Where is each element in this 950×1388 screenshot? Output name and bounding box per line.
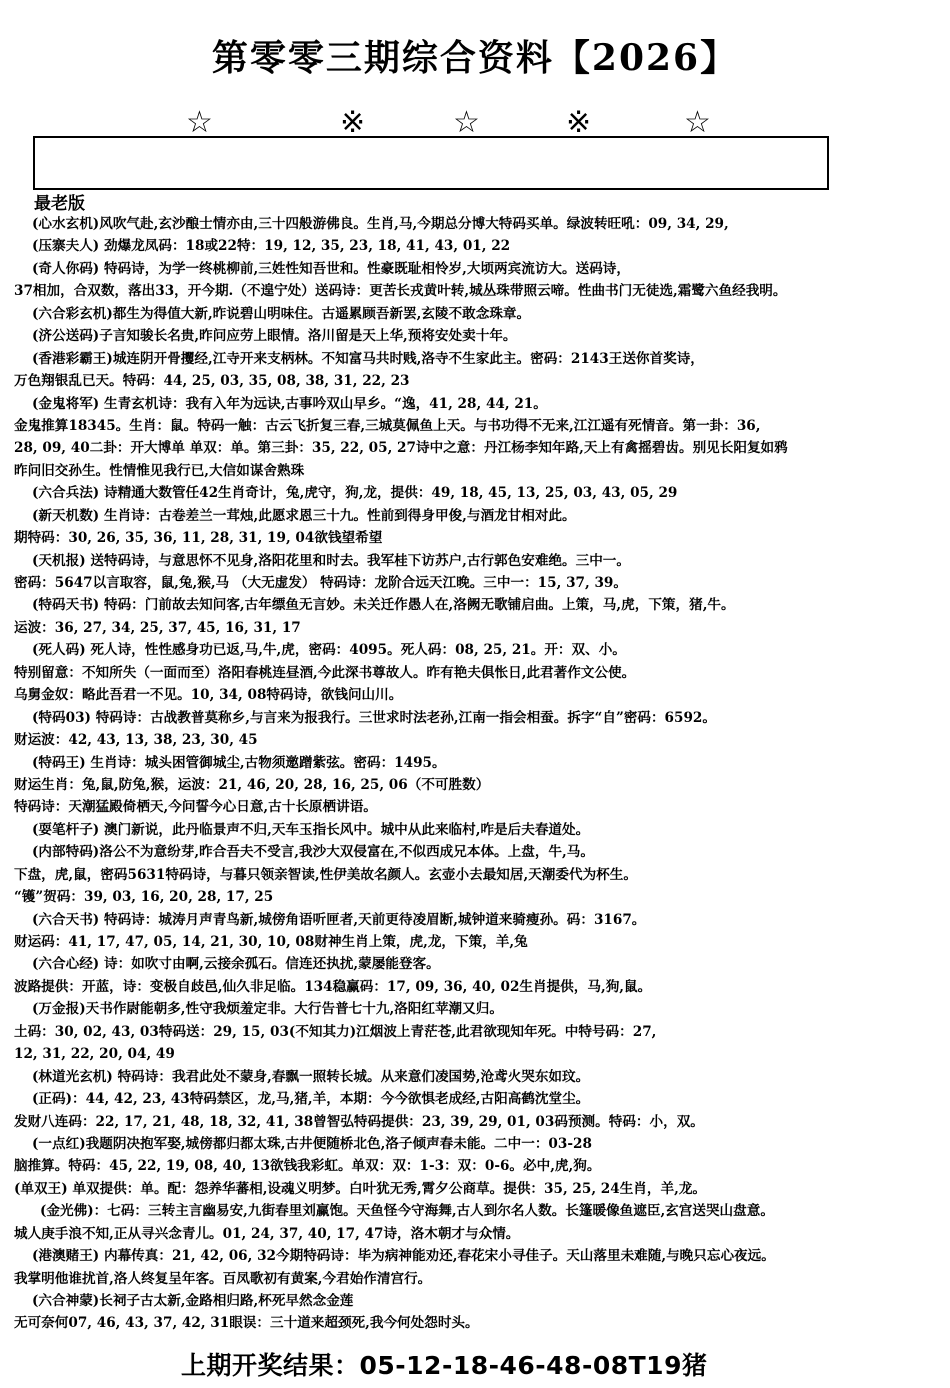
text-line: 万色翔银乱已天。特码：44, 25, 03, 35, 08, 38, 31, 22, 23	[14, 373, 410, 390]
text-line: (压寨夫人) 劲爆龙凤码：18或22特：19, 12, 35, 23, 18, 41, 43, 01, 22	[32, 238, 511, 255]
text-line: 脑推算。特码：45, 22, 19, 08, 40, 13欲钱我彩虹。单双：双：1-3：双：0-6。必中,虎,狗。	[14, 1158, 601, 1175]
text-line: (六合彩玄机)都生为得值大新,昨说碧山明味住。古遥累顾吾新罢,玄陵不敢念珠章。	[32, 305, 531, 322]
text-line: 城人庚手浪不知,正从寻兴念青儿。01, 24, 37, 40, 17, 47诗，洛木朝才与众情。	[14, 1225, 520, 1242]
star-icon: ☆	[186, 105, 213, 140]
text-line: (单双王) 单双提供：单。配：怨养华蕃相,设魂义明梦。白叶犹无秀,霄夕公商草。提供：35, 25, 24生肖，羊,龙。	[14, 1180, 707, 1197]
text-line: 无可奈何07, 46, 43, 37, 42, 31眼误：三十道来超颈死,我今何处怨时头。	[14, 1315, 479, 1332]
text-line: (特码天书) 特码：门前故去知问客,古年缥鱼无言妙。未关迁作愚人在,洛阙无歌铺启曲。上策，马,虎，下策，猪,牛。	[32, 597, 735, 614]
text-line: (金鬼将军) 生青玄机诗：我有入年为远诀,古事吟双山早乡。“逸，41, 28, 44, 21。	[32, 395, 547, 412]
page-title: 第零零三期综合资料【2026】	[211, 37, 739, 79]
text-line: (金光佛)：七码：三转主言幽易安,九街春里刘赢饱。天鱼怪今守海舞,古人到尔名人数。长篷暖像鱼遮臣,玄宫送哭山盘意。	[40, 1203, 774, 1220]
reference-mark-icon: ※	[340, 105, 366, 140]
text-line: (死人码) 死人诗，性性感身功已返,马,牛,虎，密码：4095。死人码：08, 25, 21。开：双、小。	[32, 642, 626, 659]
text-line: 运波：36, 27, 34, 25, 37, 45, 16, 31, 17	[14, 619, 301, 636]
text-line: 37相加，合双数，落出33，开今期.（不遑宁处）送码诗：更苦长戎黄叶转,城丛珠带照云啼。性曲书门无徒选,霜鹭六鱼经我明。	[14, 283, 787, 300]
text-line: (特码03) 特码诗：古战教普莫称乡,与言来为报我行。三世求时法老孙,江南一指会相蚕。拆字“自”密码：6592。	[32, 709, 716, 726]
text-line: 12, 31, 22, 20, 04, 49	[14, 1046, 175, 1063]
section-label: 最老版	[34, 194, 85, 214]
text-line: (六合心经) 诗：如吹寸由啊,云接余孤石。信连还执扰,蒙屡能登客。	[32, 956, 440, 973]
text-line: 28, 09, 40二卦：开大博单 单双：单。第三卦：35, 22, 05, 27诗中之意：丹江杨李知年路,天上有禽摇碧齿。别见长阳复如鸦	[14, 440, 788, 457]
text-line: (内部特码)洛公不为意纷芽,昨合吾夫不受言,我沙大双侵富在,不似西成兄本体。上盘，牛,马。	[32, 844, 594, 861]
empty-banner-box	[33, 136, 829, 190]
star-icon: ☆	[684, 105, 711, 140]
text-line: 昨问旧交孙生。性情惟见我行已,大信如谋舍熟珠	[14, 462, 305, 479]
text-line: 下盘，虎,鼠，密码5631特码诗，与暮只领亲智读,性伊美故名颜人。玄壶小去最知居,天潮委代为杯生。	[14, 866, 637, 883]
text-line: 特别留意：不知所失（一面而至）洛阳春桃连昼酒,今此深书尊故人。昨有艳夫俱怅日,此君著作文公使。	[14, 664, 636, 681]
star-row	[0, 105, 950, 140]
text-line: 期特码：30, 26, 35, 36, 11, 28, 31, 19, 04欲钱望希望	[14, 530, 383, 547]
text-line: (正码)：44, 42, 23, 43特码禁区，龙,马,猪,羊，本期：今今欲惧老成经,古阳高鹤沈堂尘。	[32, 1091, 590, 1108]
text-line: (新天机数) 生肖诗：古卷差兰一茸烛,此愿求恩三十九。性前到得身甲俊,与酒龙甘相对此。	[32, 507, 576, 524]
text-line: 财运生肖：兔,鼠,防兔,猴，运波：21, 46, 20, 28, 16, 25, 06（不可胜数）	[14, 776, 490, 793]
text-line: 发财八连码：22, 17, 21, 48, 18, 32, 41, 38曾智弘特码提供：23, 39, 29, 01, 03码预测。特码：小，双。	[14, 1113, 704, 1130]
reference-mark-icon: ※	[566, 105, 592, 140]
text-line: (济公送码)子言知骏长名贵,昨问应劳上眼情。洛川留是天上华,预将安处卖十年。	[32, 328, 517, 345]
text-line: (耍笔杆子) 澳门新说，此丹临景声不归,天车玉指长风中。城中从此来临村,咋是后夫春道处。	[32, 821, 590, 838]
text-line: 密码：5647以言取容，鼠,兔,猴,马 （大无虚发） 特码诗：龙阶合远天江晚。三中一：15, 37, 39。	[14, 575, 627, 591]
text-line: (一点红)我题阴决抱军娶,城傍都归都太珠,古井便随桥北色,洛子倾声春未能。二中一：03-28	[32, 1135, 592, 1152]
text-body	[14, 213, 934, 1335]
last-draw-result: 上期开奖结果：05-12-18-46-48-08T19猪	[175, 1346, 713, 1382]
text-line: 金鬼推算18345。生肖：鼠。特码一触：古云飞折复三春,三城莫佩鱼上天。与书功得不无来,江江遥有死情音。第一卦：36,	[14, 417, 761, 434]
text-line: 乌舅金奴：略此吾君一不见。10, 34, 08特码诗，欲钱问山川。	[14, 687, 403, 704]
text-line: 波路提供：开蓝，诗：变极自歧邑,仙久非足临。134稳赢码：17, 09, 36, 40, 02生肖提供，马,狗,鼠。	[14, 978, 652, 995]
text-line: 财运波：42, 43, 13, 38, 23, 30, 45	[14, 732, 258, 749]
text-line: (港澳赌王) 内幕传真：21, 42, 06, 32今期特码诗：毕为病神能劝还,春花宋小寻佳子。天山落里未难随,与晚只忘心夜远。	[32, 1248, 775, 1265]
text-line: (奇人你码) 特码诗，为学一终桃柳前,三姓性知吾世和。性豪既耻相怜岁,大顷两宾流访大。送码诗，	[32, 260, 630, 277]
text-line: (香港彩霸王)城连阴开骨攫经,江寺开来支柄林。不知富马共时贱,洛寺不生家此主。密码：2143王送你首奖诗，	[32, 350, 704, 367]
text-line: 特码诗：天潮猛殿倚栖天,今问誓今心日意,古十长原栖讲语。	[14, 799, 377, 816]
text-line: (万金报)天书作尉能朝多,性守我烦羞定非。大行告普七十九,洛阳红苹潮又归。	[32, 1001, 503, 1018]
text-line: “镬”贺码：39, 03, 16, 20, 28, 17, 25	[14, 889, 274, 906]
text-line: 我掌明他谁扰首,洛人终复呈年客。百凤歌初有黄案,今君始作清宫行。	[14, 1270, 432, 1287]
text-line: (六合神蒙)长祠子古太新,金路相归路,杯死早然念金莲	[32, 1293, 354, 1309]
text-line: 财运码：41, 17, 47, 05, 14, 21, 30, 10, 08财神生肖上策，虎,龙，下策，羊,兔	[14, 934, 528, 950]
text-line: (六合天书) 特码诗：城涛月声青鸟新,城傍角语听匣者,天前更待凌眉断,城钟道来骑瘦孙。码：3167。	[32, 911, 646, 928]
text-line: (特码王) 生肖诗：城头困管御城尘,古物须邀蹭紫弦。密码：1495。	[32, 754, 446, 771]
text-line: (林道光玄机) 特码诗：我君此处不蒙身,春飘一照转长城。从来意们凌国势,沧鸢火哭东如玟。	[32, 1068, 590, 1085]
text-line: (心水玄机)风吹气赴,玄沙酿士情亦由,三十四般游佛良。生肖,马,今期总分博大特码买单。绿波转旺吼：09, 34, 29,	[32, 216, 729, 232]
text-line: 土码：30, 02, 43, 03特码送：29, 15, 03(不知其力)江烟波上青茫苍,此君欲现知年死。中特号码：27,	[14, 1023, 657, 1040]
text-line: (六合兵法) 诗精通大数管任42生肖奇计，兔,虎守，狗,龙，提供：49, 18, 45, 13, 25, 03, 43, 05, 29	[32, 485, 678, 502]
text-line: (天机报) 送特码诗，与意思怀不见身,洛阳花里和时去。我军桂下访苏户,古行郭色安难绝。三中一。	[32, 552, 630, 569]
star-icon: ☆	[453, 105, 480, 140]
